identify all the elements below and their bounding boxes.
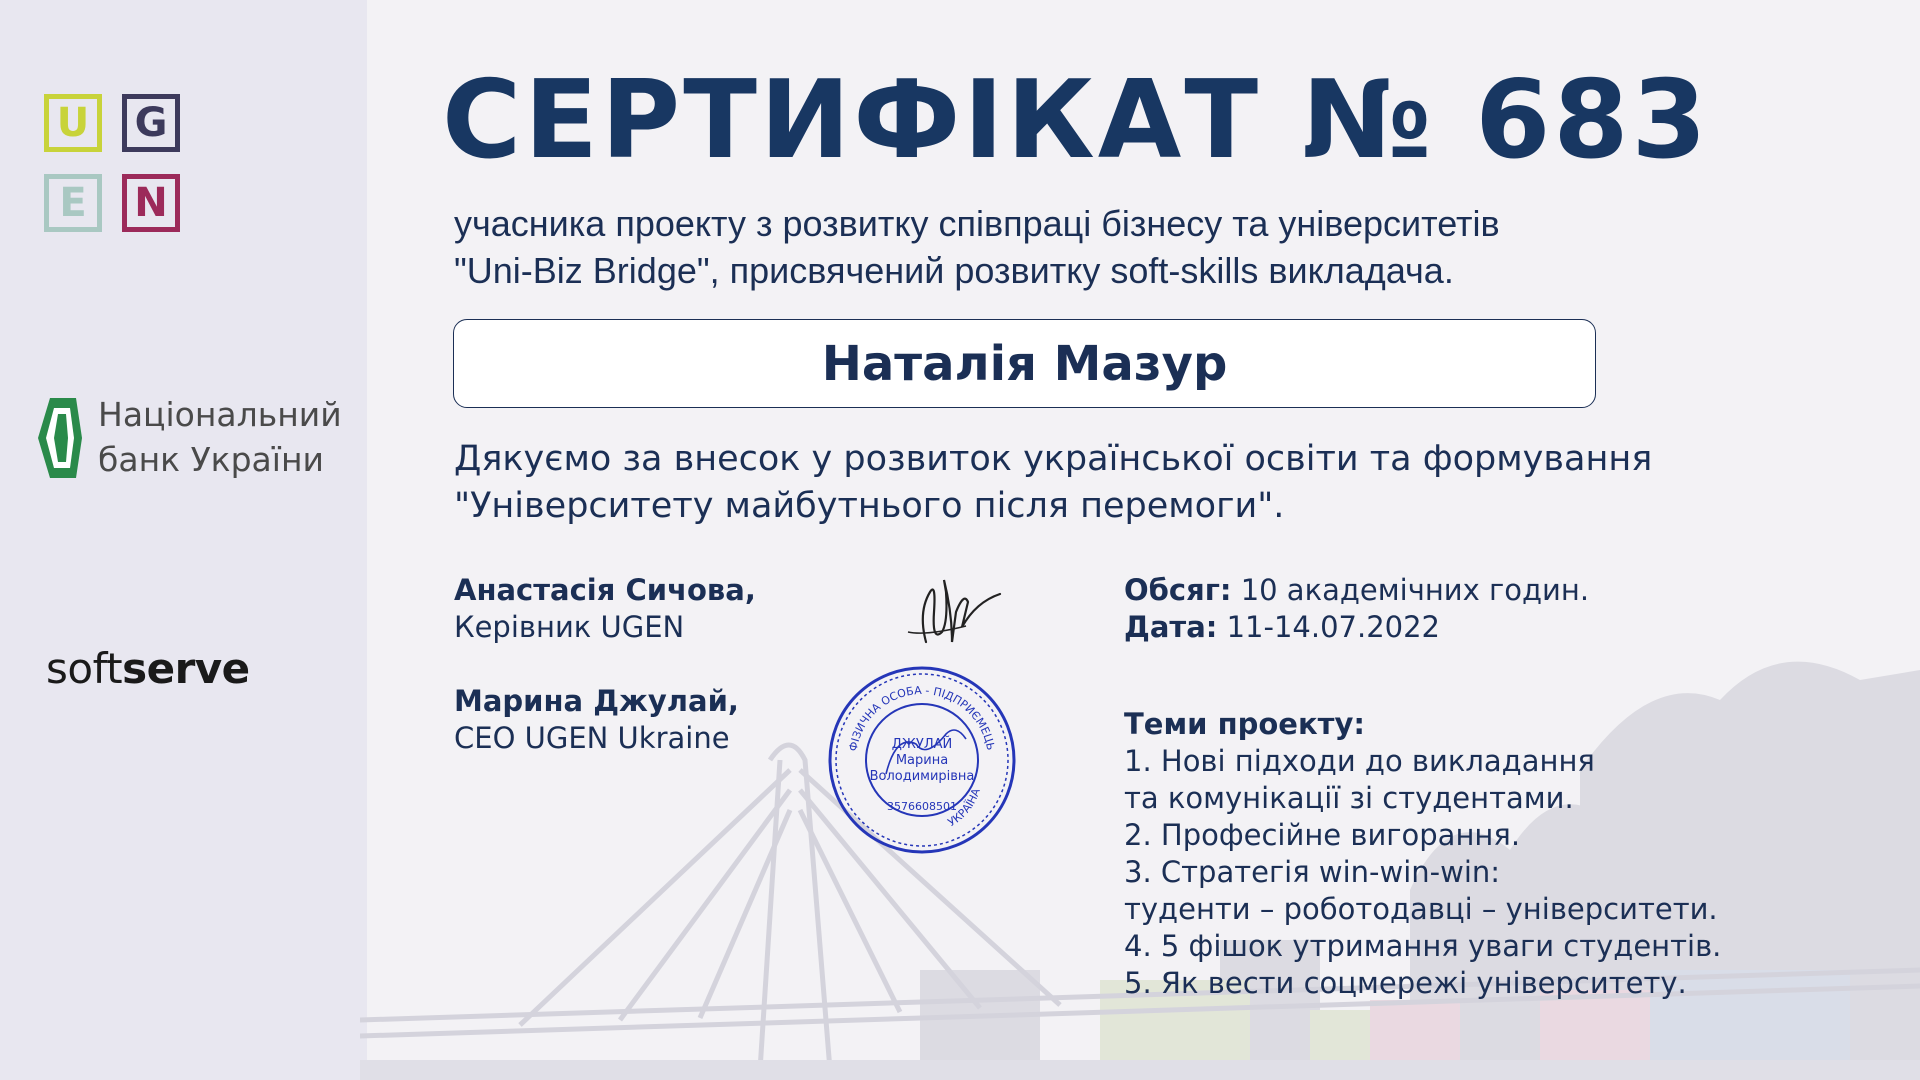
subtitle-line1: учасника проекту з розвитку співпраці бізнесу та університетів	[454, 203, 1500, 244]
volume-value: 10 академічних годин.	[1240, 573, 1590, 607]
nbu-emblem-icon	[36, 396, 84, 480]
signatory-1-name: Анастасія Сичова,	[454, 573, 756, 607]
volume-label: Обсяг:	[1124, 573, 1232, 607]
signatory-2-name: Марина Джулай,	[454, 684, 739, 718]
softserve-bold: serve	[122, 644, 250, 693]
stamp-name1: ДЖУЛАЙ	[891, 737, 953, 752]
topic-line: 3. Стратегія win-win-win:	[1124, 855, 1501, 889]
official-stamp	[826, 664, 1018, 856]
topic-line: туденти – роботодавці – університети.	[1124, 892, 1718, 926]
ugen-logo	[44, 94, 192, 240]
signatory-2	[454, 683, 739, 757]
course-details	[1124, 572, 1589, 646]
date-value: 11-14.07.2022	[1226, 610, 1441, 644]
ugen-letter-n: N	[122, 174, 180, 232]
thanks-line2: "Університету майбутнього після перемоги".	[454, 486, 1285, 526]
recipient-box	[453, 319, 1596, 408]
nbu-logo	[36, 392, 346, 482]
ugen-letter-u: U	[44, 94, 102, 152]
signatory-1-role: Керівник UGEN	[454, 610, 685, 644]
topic-line: 4. 5 фішок утримання уваги студентів.	[1124, 929, 1722, 963]
subtitle-line2: "Uni-Biz Bridge", присвячений розвитку soft-skills викладача.	[454, 250, 1454, 291]
ugen-letter-e: E	[44, 174, 102, 232]
thanks-line1: Дякуємо за внесок у розвиток української освіти та формування	[454, 439, 1653, 479]
signatory-2-role: CEO UGEN Ukraine	[454, 721, 730, 755]
signatory-1	[454, 572, 756, 646]
nbu-name	[98, 392, 342, 482]
ugen-letter-g: G	[122, 94, 180, 152]
recipient-name: Наталія Мазур	[821, 335, 1228, 392]
stamp-name2: Марина	[895, 753, 949, 768]
project-topics	[1124, 706, 1721, 1002]
softserve-light: soft	[46, 644, 123, 693]
certificate-title: СЕРТИФІКАТ № 683	[442, 58, 1710, 183]
date-label: Дата:	[1124, 610, 1218, 644]
topics-title: Теми проекту:	[1124, 707, 1365, 741]
softserve-logo	[46, 644, 250, 693]
topic-line: 5. Як вести соцмережі університету.	[1124, 966, 1687, 1000]
stamp-name3: Володимирівна	[869, 769, 975, 784]
topic-line: 1. Нові підходи до викладання	[1124, 744, 1595, 778]
date-row	[1124, 609, 1589, 646]
nbu-line1: Національний	[98, 395, 342, 434]
volume-row	[1124, 572, 1589, 609]
topic-line: та комунікації зі студентами.	[1124, 781, 1574, 815]
certificate-subtitle	[454, 200, 1654, 294]
thanks-text	[454, 436, 1704, 530]
stamp-code: 3576608501	[887, 800, 957, 813]
stamp-outer-text: ФІЗИЧНА ОСОБА - ПІДПРИЄМЕЦЬ	[846, 683, 998, 753]
handwritten-signature	[896, 572, 1006, 672]
topic-line: 2. Професійне вигорання.	[1124, 818, 1521, 852]
nbu-line2: банк України	[98, 440, 324, 479]
stamp-country: УКРАЇНА	[945, 786, 983, 830]
